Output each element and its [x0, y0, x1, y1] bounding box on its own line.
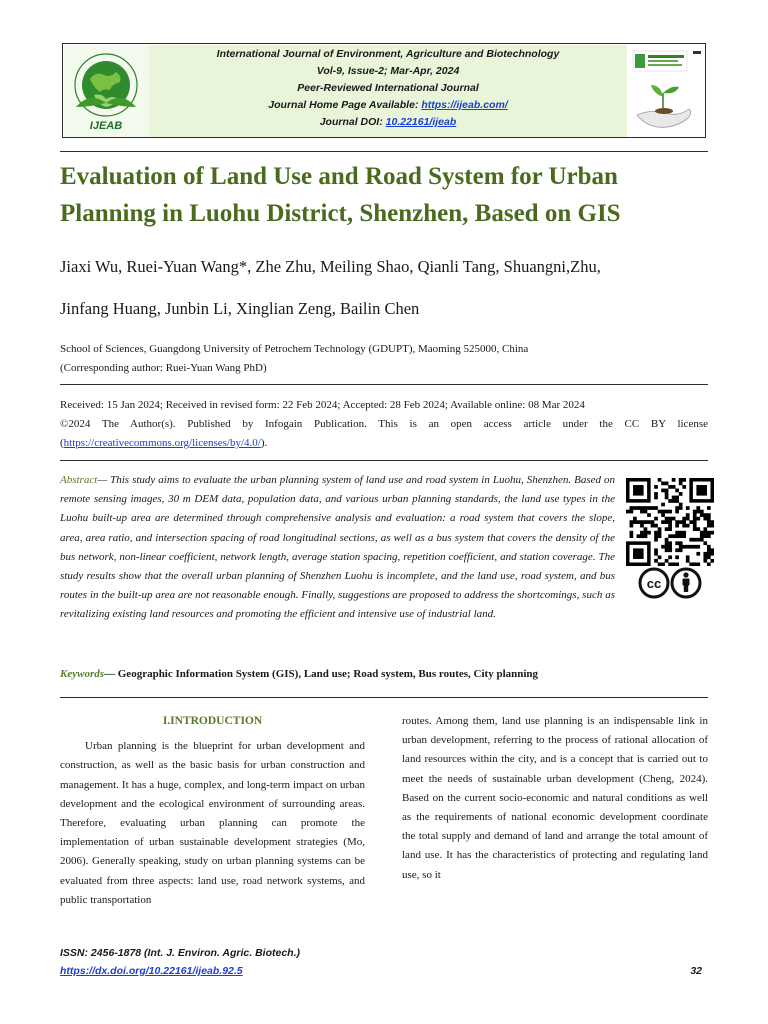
- license-close-paren: ).: [260, 437, 268, 449]
- license-open-paren: (: [60, 437, 64, 449]
- journal-doi: [149, 114, 627, 131]
- hand-seedling-icon: [627, 45, 704, 137]
- journal-homepage: [149, 97, 627, 114]
- journal-header: [62, 43, 706, 138]
- header-divider: [60, 151, 708, 152]
- license-line: [60, 434, 708, 453]
- footer-doi-link[interactable]: https://dx.doi.org/10.22161/ijeab.92.5: [60, 965, 243, 977]
- page-footer: [60, 944, 708, 980]
- abstract-label: Abstract: [60, 474, 98, 486]
- page-number: 32: [690, 965, 702, 977]
- keywords: [60, 665, 708, 684]
- body-column-left: [60, 712, 365, 910]
- qr-code-icon: [626, 478, 714, 566]
- doi-link[interactable]: 10.22161/ijeab: [385, 116, 457, 128]
- homepage-link[interactable]: https://ijeab.com/: [421, 99, 508, 111]
- publication-history: [60, 396, 708, 453]
- authors-line-1: Jiaxi Wu, Ruei-Yuan Wang*, Zhe Zhu, Meiling Shao, Qianli Tang, Shuangni,Zhu,: [60, 257, 601, 276]
- doi-label: Journal DOI:: [319, 116, 386, 128]
- intro-paragraph-continued: routes. Among them, land use planning is an indispensable link in urban development, referring to the process of rational allocation of land resources within the city, and is a concept that is carried out to meet the needs of sustainable urban development (Cheng, 2024). Based on the current socio-economic and natural conditions as well as the requirements of national economic development coordinate the total supply and demand of land and arrange the total amount of land use. It has the characteristics of protecting and regulating land use, so it: [402, 715, 708, 881]
- article-title: Evaluation of Land Use and Road System for Urban Planning in Luohu District, Shenzhen, Based on GIS: [60, 163, 621, 227]
- abstract-dash: —: [97, 474, 111, 486]
- affiliation: School of Sciences, Guangdong University of Petrochem Technology (GDUPT), Maoming 525000, China: [60, 343, 529, 355]
- journal-review-type: Peer-Reviewed International Journal: [297, 82, 479, 94]
- abstract: [60, 471, 615, 625]
- affiliation-divider: [60, 384, 708, 385]
- license-link[interactable]: https://creativecommons.org/licenses/by/4.0/: [63, 437, 261, 449]
- received-dates: Received: 15 Jan 2024; Received in revised form: 22 Feb 2024; Accepted: 28 Feb 2024; Available online: 08 Mar 2024: [60, 399, 585, 411]
- affiliation-block: [60, 340, 708, 378]
- footer-issn: ISSN: 2456-1878 (Int. J. Environ. Agric. Biotech.): [60, 947, 301, 959]
- dates-divider: [60, 460, 708, 461]
- homepage-label: Journal Home Page Available:: [268, 99, 422, 111]
- corresponding-author: (Corresponding author: Ruei-Yuan Wang PhD): [60, 362, 267, 374]
- abstract-text: This study aims to evaluate the urban planning system of land use and road system in Luohu, Shenzhen. Based on remote sensing images, 30 m DEM data, population data, and various urban planning standards, the land use types in the Luohu built-up area are determined through comprehensive analysis and evaluation: a road system that covers the slope, area, area ratio, and intersection spacing of road longitudinal sections, as well as a bus system that covers the density of the bus network, non-linear coefficient, network length, average station spacing, repetition coefficient, and station coverage. The study results show that the overall urban planning of Shenzhen Luohu is incomplete, and the land use, road system, and bus routes in the built-up area are not reasonable enough. Finally, suggestions are proposed to address the shortcomings, such as revitalizing existing land resources and promoting the efficient and intensive use of industrial land.: [60, 474, 615, 621]
- copyright-notice: ©2024 The Author(s). Published by Infogain Publication. This is an open access article under the CC BY license: [60, 418, 708, 430]
- keywords-dash: —: [104, 668, 118, 680]
- keywords-label: Keywords: [60, 668, 104, 680]
- journal-header-text: [149, 45, 627, 137]
- keywords-divider: [60, 697, 708, 698]
- logo-wordmark: IJEAB: [89, 120, 123, 132]
- journal-name: International Journal of Environment, Agriculture and Biotechnology: [216, 48, 560, 60]
- keywords-text: Geographic Information System (GIS), Land use; Road system, Bus routes, City planning: [117, 668, 539, 680]
- cc-by-icon: [638, 567, 702, 599]
- journal-volume-issue: Vol-9, Issue-2; Mar-Apr, 2024: [316, 65, 460, 77]
- body-column-right: [402, 712, 708, 885]
- author-list: [60, 246, 708, 330]
- svg-text:cc: cc: [646, 576, 662, 591]
- authors-line-2: Jinfang Huang, Junbin Li, Xinglian Zeng, Bailin Chen: [60, 299, 420, 318]
- ijeab-logo-icon: [64, 45, 149, 137]
- intro-paragraph: Urban planning is the blueprint for urban development and construction, as well as the basic basis for urban construction and management. It has a huge, complex, and long-term impact on urban development and the ecological environment of surrounding areas. Therefore, evaluating urban planning can promote the implementation of urban sustainable development strategies (Mo, 2006). Generally speaking, study on urban planning systems can be evaluated from three aspects: land use, road network systems, and public transportation: [60, 740, 365, 906]
- section-heading: I.INTRODUCTION: [162, 715, 263, 727]
- footer-doi: [60, 962, 708, 980]
